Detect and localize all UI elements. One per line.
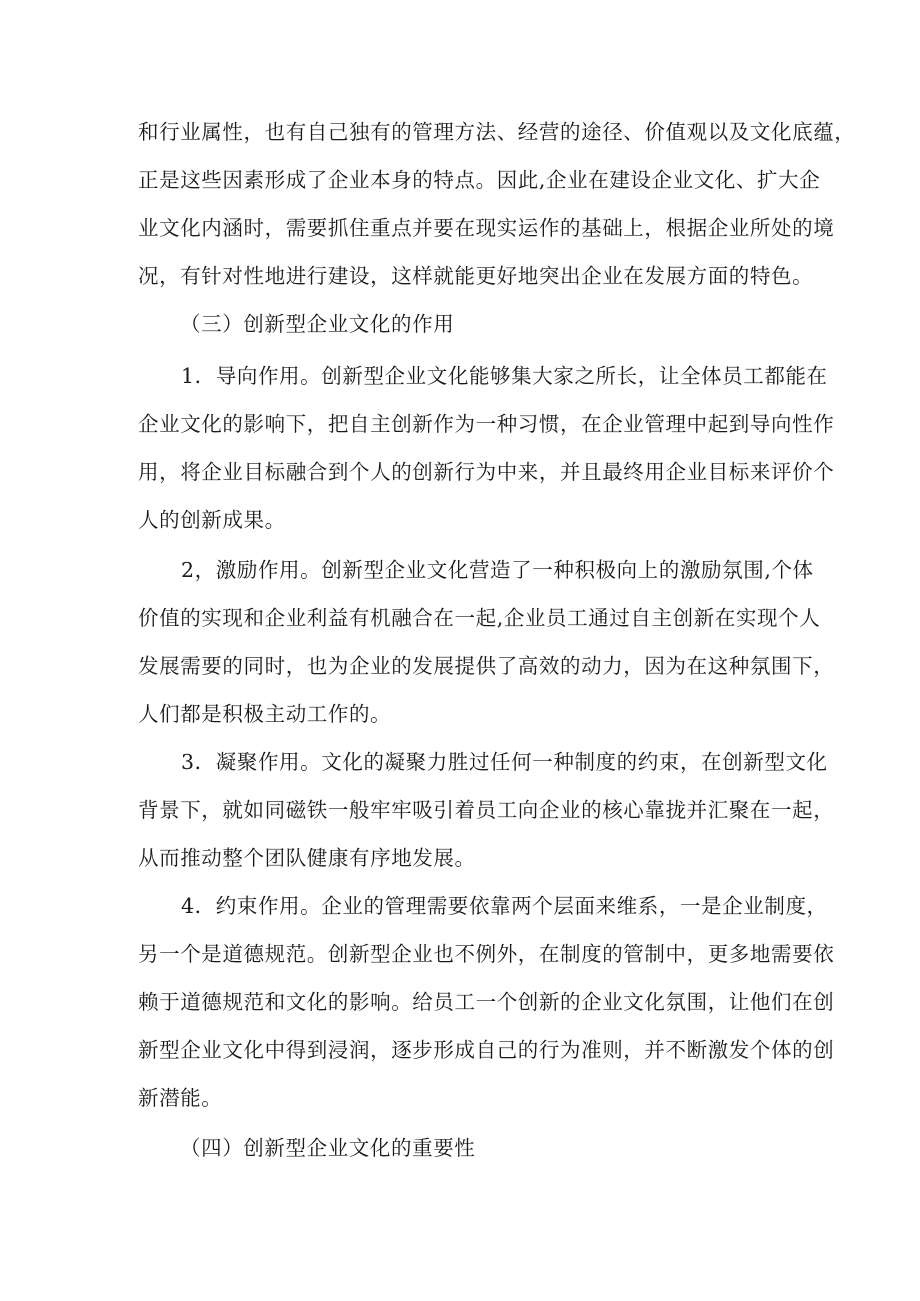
text-line: 另一个是道德规范。创新型企业也不例外，在制度的管制中，更多地需要依 bbox=[138, 942, 835, 966]
paragraph-restraint bbox=[138, 882, 835, 1122]
text-line: 业文化内涵时，需要抓住重点并要在现实运作的基础上，根据企业所处的境 bbox=[138, 216, 835, 240]
text-line: 赖于道德规范和文化的影响。给员工一个创新的企业文化氛围，让他们在创 bbox=[138, 990, 835, 1014]
text-line: 用，将企业目标融合到个人的创新行为中来，并且最终用企业目标来评价个 bbox=[138, 460, 835, 484]
text-line: 新潜能。 bbox=[138, 1086, 223, 1110]
section-heading-3: （三）创新型企业文化的作用 bbox=[180, 312, 455, 336]
text-line: 新型企业文化中得到浸润，逐步形成自己的行为准则，并不断激发个体的创 bbox=[138, 1038, 835, 1062]
text-line: 从而推动整个团队健康有序地发展。 bbox=[138, 846, 476, 870]
text-line: 1．导向作用。创新型企业文化能够集大家之所长，让全体员工都能在 bbox=[181, 364, 828, 388]
paragraph-guidance bbox=[138, 352, 835, 544]
text-line: 3．凝聚作用。文化的凝聚力胜过任何一种制度的约束，在创新型文化 bbox=[181, 750, 828, 774]
text-line: 4．约束作用。企业的管理需要依靠两个层面来维系，一是企业制度， bbox=[181, 894, 828, 918]
text-line: 和行业属性，也有自己独有的管理方法、经营的途径、价值观以及文化底蕴， bbox=[138, 120, 856, 144]
text-line: 价值的实现和企业利益有机融合在一起,企业员工通过自主创新在实现个人 bbox=[138, 606, 821, 630]
paragraph-continuation bbox=[138, 108, 856, 300]
text-line: 背景下，就如同磁铁一般牢牢吸引着员工向企业的核心靠拢并汇聚在一起， bbox=[138, 798, 835, 822]
text-line: 人的创新成果。 bbox=[138, 508, 286, 532]
paragraph-cohesion bbox=[138, 738, 835, 882]
text-line: 况，有针对性地进行建设，这样就能更好地突出企业在发展方面的特色。 bbox=[138, 264, 814, 288]
text-line: 人们都是积极主动工作的。 bbox=[138, 702, 392, 726]
text-line: 企业文化的影响下，把自主创新作为一种习惯，在企业管理中起到导向性作 bbox=[138, 412, 835, 436]
paragraph-incentive bbox=[138, 546, 835, 738]
text-line: 正是这些因素形成了企业本身的特点。因此,企业在建设企业文化、扩大企 bbox=[138, 168, 821, 192]
section-heading-4: （四）创新型企业文化的重要性 bbox=[180, 1136, 476, 1160]
text-line: 发展需要的同时，也为企业的发展提供了高效的动力，因为在这种氛围下， bbox=[138, 654, 835, 678]
text-line: 2，激励作用。创新型企业文化营造了一种积极向上的激励氛围,个体 bbox=[181, 558, 814, 582]
